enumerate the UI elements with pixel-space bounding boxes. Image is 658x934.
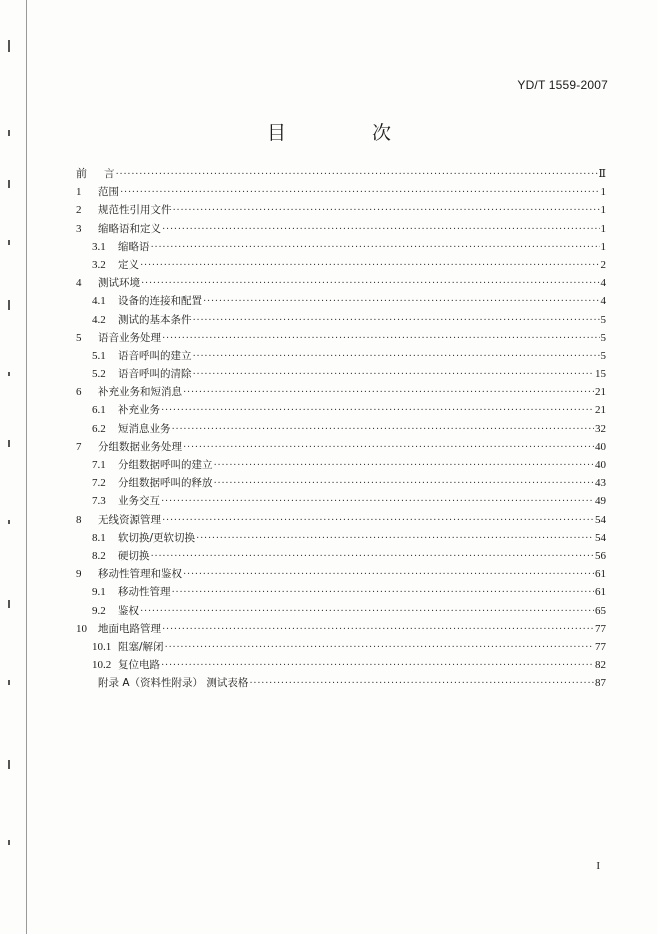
toc-entry[interactable]: [76, 529, 606, 547]
toc-entry-number: 7.1: [92, 459, 106, 471]
dot-leader: [151, 239, 600, 257]
toc-entry-label: 规范性引用文件: [98, 204, 172, 217]
toc-entry-number: 4: [76, 277, 82, 290]
binding-mark: [8, 440, 10, 447]
binding-mark: [8, 600, 10, 608]
toc-entry[interactable]: [76, 547, 606, 565]
toc-entry-number: 7.2: [92, 477, 106, 490]
toc-entry-number: 6.1: [92, 404, 106, 417]
toc-entry-page: 2: [600, 258, 606, 271]
toc-entry-page: 5: [600, 349, 606, 362]
dot-leader: [249, 675, 594, 693]
toc-entry-number: 10.1: [92, 640, 112, 653]
dot-leader: [161, 402, 594, 420]
toc-entry-number: 9: [76, 568, 82, 581]
toc-entry-number: 4.2: [92, 313, 106, 326]
dot-leader: [140, 257, 600, 275]
toc-entry-number: 前: [76, 168, 87, 180]
toc-entry-page: 40: [595, 459, 606, 471]
toc-entry-page: 87: [595, 677, 606, 690]
binding-mark: [8, 300, 10, 310]
toc-entry[interactable]: [76, 292, 606, 310]
toc-entry-number: 7.3: [92, 495, 106, 508]
dot-leader: [120, 184, 600, 202]
toc-entry-page: 82: [595, 659, 606, 672]
toc-entry-page: 21: [595, 386, 606, 399]
toc-entry[interactable]: [76, 492, 606, 510]
dot-leader: [183, 384, 594, 402]
toc-entry-number: 5: [76, 331, 82, 344]
binding-mark: [8, 520, 10, 524]
dot-leader: [165, 639, 594, 657]
toc-entry[interactable]: [76, 656, 606, 674]
toc-entry[interactable]: [76, 456, 606, 474]
toc-entry-label: 言: [104, 168, 115, 180]
toc-entry-number: 8: [76, 513, 82, 526]
toc-entry-page: 54: [595, 513, 606, 526]
toc-entry-page: 77: [595, 640, 606, 653]
toc-entry-number: 9.2: [92, 604, 106, 617]
toc-entry[interactable]: [76, 401, 606, 419]
dot-leader: [140, 603, 594, 621]
toc-entry-number: 3.2: [92, 258, 106, 271]
toc-entry-number: 8.2: [92, 549, 106, 562]
toc-entry-number: 1: [76, 186, 82, 199]
toc-entry[interactable]: [76, 474, 606, 492]
toc-entry-label: 范围: [98, 186, 119, 199]
dot-leader: [214, 475, 595, 493]
binding-mark: [8, 180, 10, 188]
dot-leader: [172, 584, 595, 602]
binding-mark: [8, 372, 10, 376]
toc-entry[interactable]: [76, 347, 606, 365]
binding-mark: [8, 760, 10, 769]
toc-entry-label: 阻塞/解闭: [118, 640, 164, 653]
dot-leader: [193, 366, 595, 384]
toc-entry-label: 分组数据呼叫的释放: [118, 477, 213, 490]
toc-entry-label: 短消息业务: [118, 422, 171, 435]
dot-leader: [151, 548, 595, 566]
toc-entry-label: 硬切换: [118, 549, 150, 562]
toc-entry-label: 语音业务处理: [98, 331, 161, 344]
toc-entry[interactable]: [76, 420, 606, 438]
dot-leader: [141, 275, 600, 293]
toc-entry-number: 4.1: [92, 295, 106, 308]
toc-entry-number: 6: [76, 386, 82, 399]
toc-entry[interactable]: [76, 602, 606, 620]
dot-leader: [161, 657, 594, 675]
toc-entry[interactable]: [76, 201, 606, 219]
toc-entry[interactable]: [76, 311, 606, 329]
toc-entry-label: 定义: [118, 258, 139, 271]
dot-leader: [162, 512, 594, 530]
dot-leader: [203, 293, 600, 311]
toc-entry-label: 分组数据呼叫的建立: [118, 459, 213, 471]
toc-entry-label: 复位电路: [118, 659, 160, 672]
toc-entry-label: 附录 A（资料性附录） 测试表格: [98, 677, 249, 690]
toc-entry-label: 缩略语: [118, 240, 150, 253]
binding-mark: [8, 240, 10, 245]
toc-entry-label: 业务交互: [118, 495, 160, 508]
toc-entry-page: 49: [595, 495, 606, 508]
dot-leader: [183, 566, 594, 584]
page-number: I: [596, 860, 600, 872]
toc-entry[interactable]: [76, 511, 606, 529]
toc-entry-number: 7: [76, 440, 82, 453]
toc-entry-number: 9.1: [92, 586, 106, 599]
dot-leader: [196, 530, 594, 548]
toc-entry-label: 鉴权: [118, 604, 139, 617]
toc-entry-page: 1: [600, 204, 606, 217]
toc-entry[interactable]: [76, 565, 606, 583]
toc-entry-page: 61: [595, 568, 606, 581]
toc-entry-page: 56: [595, 549, 606, 562]
toc-entry[interactable]: [76, 256, 606, 274]
dot-leader: [193, 348, 600, 366]
toc-entry[interactable]: [76, 220, 606, 238]
toc-entry-page: 61: [595, 586, 606, 599]
toc-entry-number: 5.2: [92, 368, 106, 381]
toc-entry-page: 5: [600, 313, 606, 326]
dot-leader: [172, 421, 595, 439]
toc-entry-page: 77: [595, 622, 606, 635]
toc-entry[interactable]: [76, 583, 606, 601]
binding-mark: [8, 840, 10, 845]
toc-entry-number: 8.1: [92, 531, 106, 544]
toc-entry-number: 6.2: [92, 422, 106, 435]
toc-entry-label: 移动性管理和鉴权: [98, 568, 182, 581]
toc-entry-page: 21: [595, 404, 606, 417]
toc-entry[interactable]: [76, 365, 606, 383]
toc-entry-page: 32: [595, 422, 606, 435]
toc-entry-page: 40: [595, 440, 606, 453]
toc-entry-page: 1: [600, 186, 606, 199]
toc-entry-number: 5.1: [92, 349, 106, 362]
toc-entry-page: 65: [595, 604, 606, 617]
toc-entry-page: Ⅱ: [598, 168, 606, 180]
toc-entry-label: 分组数据业务处理: [98, 440, 182, 453]
toc-entry-number: 3.1: [92, 240, 106, 253]
toc-entry-number: 3: [76, 222, 82, 235]
dot-leader: [183, 439, 594, 457]
toc-entry-label: 缩略语和定义: [98, 222, 161, 235]
toc-entry[interactable]: [76, 620, 606, 638]
table-of-contents: [76, 165, 606, 692]
toc-entry-page: 1: [600, 240, 606, 253]
toc-entry-label: 设备的连接和配置: [118, 295, 202, 308]
toc-entry[interactable]: [76, 274, 606, 292]
dot-leader: [162, 621, 594, 639]
toc-entry[interactable]: [76, 238, 606, 256]
toc-entry-number: 2: [76, 204, 82, 217]
toc-entry-page: 54: [595, 531, 606, 544]
toc-entry-number: 10.2: [92, 659, 112, 672]
toc-entry-page: 4: [600, 295, 606, 308]
toc-entry-label: 无线资源管理: [98, 513, 161, 526]
toc-entry-label: 补充业务: [118, 404, 160, 417]
dot-leader: [161, 493, 594, 511]
dot-leader: [214, 457, 595, 475]
dot-leader: [162, 221, 600, 239]
toc-entry-page: 43: [595, 477, 606, 490]
dot-leader: [193, 312, 600, 330]
toc-entry-number: 10: [76, 622, 87, 635]
toc-entry[interactable]: [76, 674, 606, 692]
dot-leader: [116, 166, 598, 184]
binding-mark: [8, 40, 10, 52]
toc-entry[interactable]: [76, 438, 606, 456]
page-title: 目 次: [266, 122, 432, 144]
binding-mark: [8, 680, 10, 685]
toc-entry-page: 4: [600, 277, 606, 290]
toc-entry-label: 测试的基本条件: [118, 313, 192, 326]
toc-entry-page: 5: [600, 331, 606, 344]
toc-entry-label: 语音呼叫的建立: [118, 349, 192, 362]
toc-entry[interactable]: [76, 638, 606, 656]
dot-leader: [162, 330, 600, 348]
toc-entry-label: 地面电路管理: [98, 622, 161, 635]
toc-entry[interactable]: [76, 329, 606, 347]
toc-entry-label: 测试环境: [98, 277, 140, 290]
toc-entry-page: 15: [595, 368, 606, 381]
toc-entry-label: 移动性管理: [118, 586, 171, 599]
dot-leader: [173, 202, 600, 220]
toc-entry[interactable]: [76, 383, 606, 401]
document-code: YD/T 1559-2007: [517, 78, 608, 92]
toc-entry-label: 软切换/更软切换: [118, 531, 196, 544]
toc-entry-label: 补充业务和短消息: [98, 386, 182, 399]
toc-entry-label: 语音呼叫的清除: [118, 368, 192, 381]
toc-entry[interactable]: [76, 183, 606, 201]
toc-entry[interactable]: [76, 165, 606, 183]
toc-entry-page: 1: [600, 222, 606, 235]
